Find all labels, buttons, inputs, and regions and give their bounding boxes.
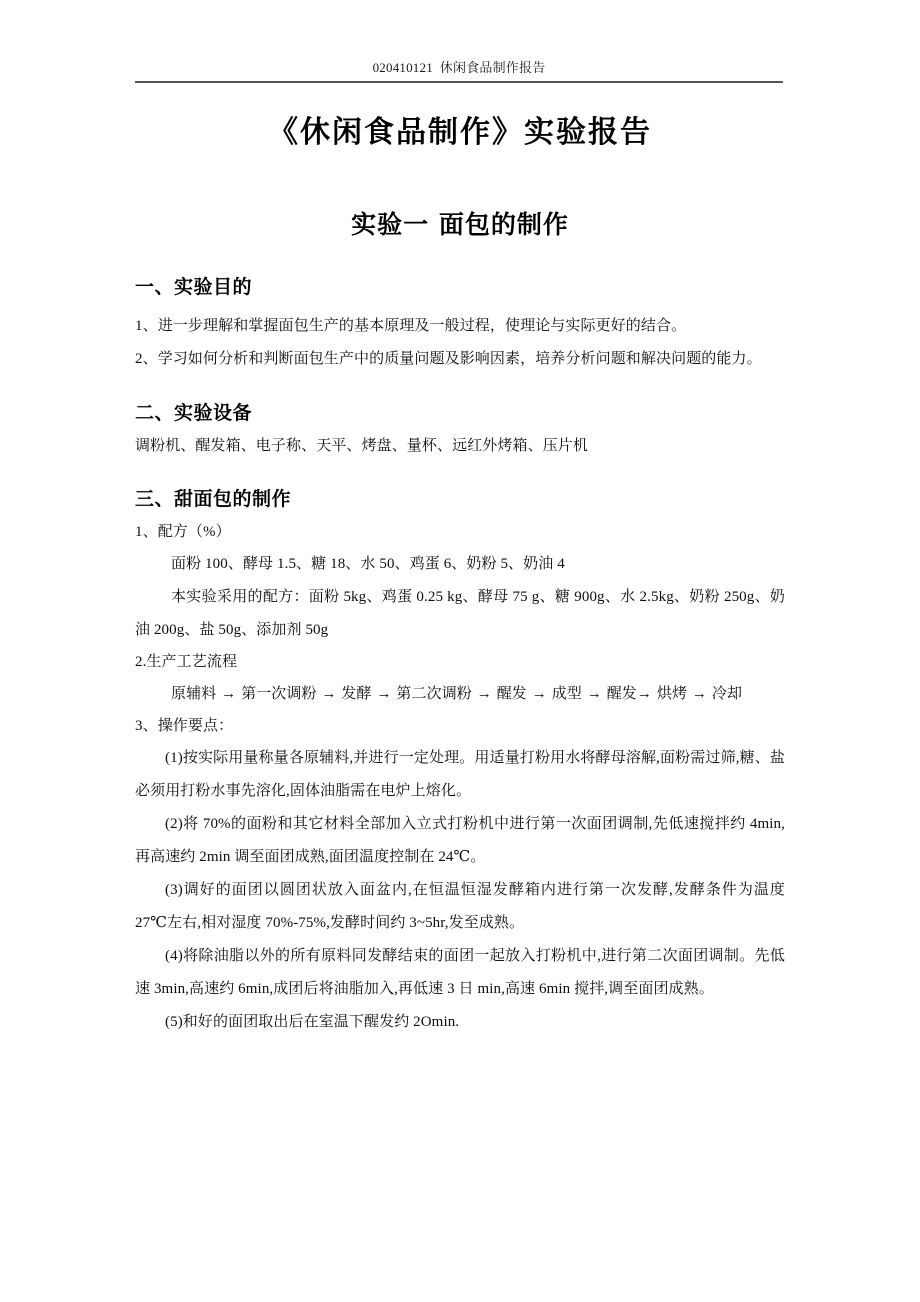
section-heading-sweet-bread: 三、甜面包的制作 — [135, 488, 292, 510]
formula-label: 1、配方（%） — [135, 524, 231, 540]
purpose-item-2: 2、学习如何分析和判断面包生产中的质量问题及影响因素，培养分析问题和解决问题的能力。 — [135, 351, 762, 367]
document-subtitle: 实验一 面包的制作 — [351, 210, 569, 239]
equipment-list: 调粉机、醒发箱、电子称、天平、烤盘、量杯、远红外烤箱、压片机 — [135, 438, 589, 454]
step-item-5: (5)和好的面团取出后在室温下醒发约 2Omin. — [165, 1014, 460, 1030]
step-item-4: (4)将除油脂以外的所有原料同发酵结束的面团一起放入打粉机中,进行第二次面团调制。先低速 3min,高速约 6min,成团后将油脂加入,再低速 3 日 min,高速 6min 搅拌,调至面团成熟。 — [135, 948, 785, 997]
running-head-text: 020410121 休闲食品制作报告 — [372, 60, 546, 75]
step-item-1: (1)按实际用量称量各原辅料,并进行一定处理。用适量打粉用水将酵母溶解,面粉需过筛,糖、盐必须用打粉水事先溶化,固体油脂需在电炉上熔化。 — [135, 750, 785, 799]
process-flow-line: 原辅料 → 第一次调粉 → 发酵 → 第二次调粉 → 醒发 → 成型 → 醒发→ 烘烤 → 冷却 — [171, 686, 743, 702]
document-body — [135, 272, 785, 1039]
steps-label: 3、操作要点： — [135, 718, 234, 734]
section-heading-equipment: 二、实验设备 — [135, 402, 253, 424]
header-divider — [135, 81, 783, 83]
formula-actual-line: 本实验采用的配方：面粉 5kg、鸡蛋 0.25 kg、酵母 75 g、糖 900g、水 2.5kg、奶粉 250g、奶油 200g、盐 50g、添加剂 50g — [135, 589, 785, 638]
process-label: 2.生产工艺流程 — [135, 654, 238, 670]
step-item-2: (2)将 70%的面粉和其它材料全部加入立式打粉机中进行第一次面团调制,先低速搅拌约 4min,再高速约 2min 调至面团成熟,面团温度控制在 24℃。 — [135, 816, 785, 865]
formula-ratio-line: 面粉 100、酵母 1.5、糖 18、水 50、鸡蛋 6、奶粉 5、奶油 4 — [171, 556, 565, 572]
page-header — [135, 60, 783, 91]
step-item-3: (3)调好的面团以圆团状放入面盆内,在恒温恒湿发酵箱内进行第一次发酵,发酵条件为温度 27℃左右,相对湿度 70%-75%,发酵时间约 3~5hr,发至成熟。 — [135, 882, 785, 931]
purpose-item-1: 1、进一步理解和掌握面包生产的基本原理及一般过程，使理论与实际更好的结合。 — [135, 318, 687, 334]
document-title: 《休闲食品制作》实验报告 — [268, 116, 652, 149]
section-heading-experiment-purpose: 一、实验目的 — [135, 276, 253, 298]
